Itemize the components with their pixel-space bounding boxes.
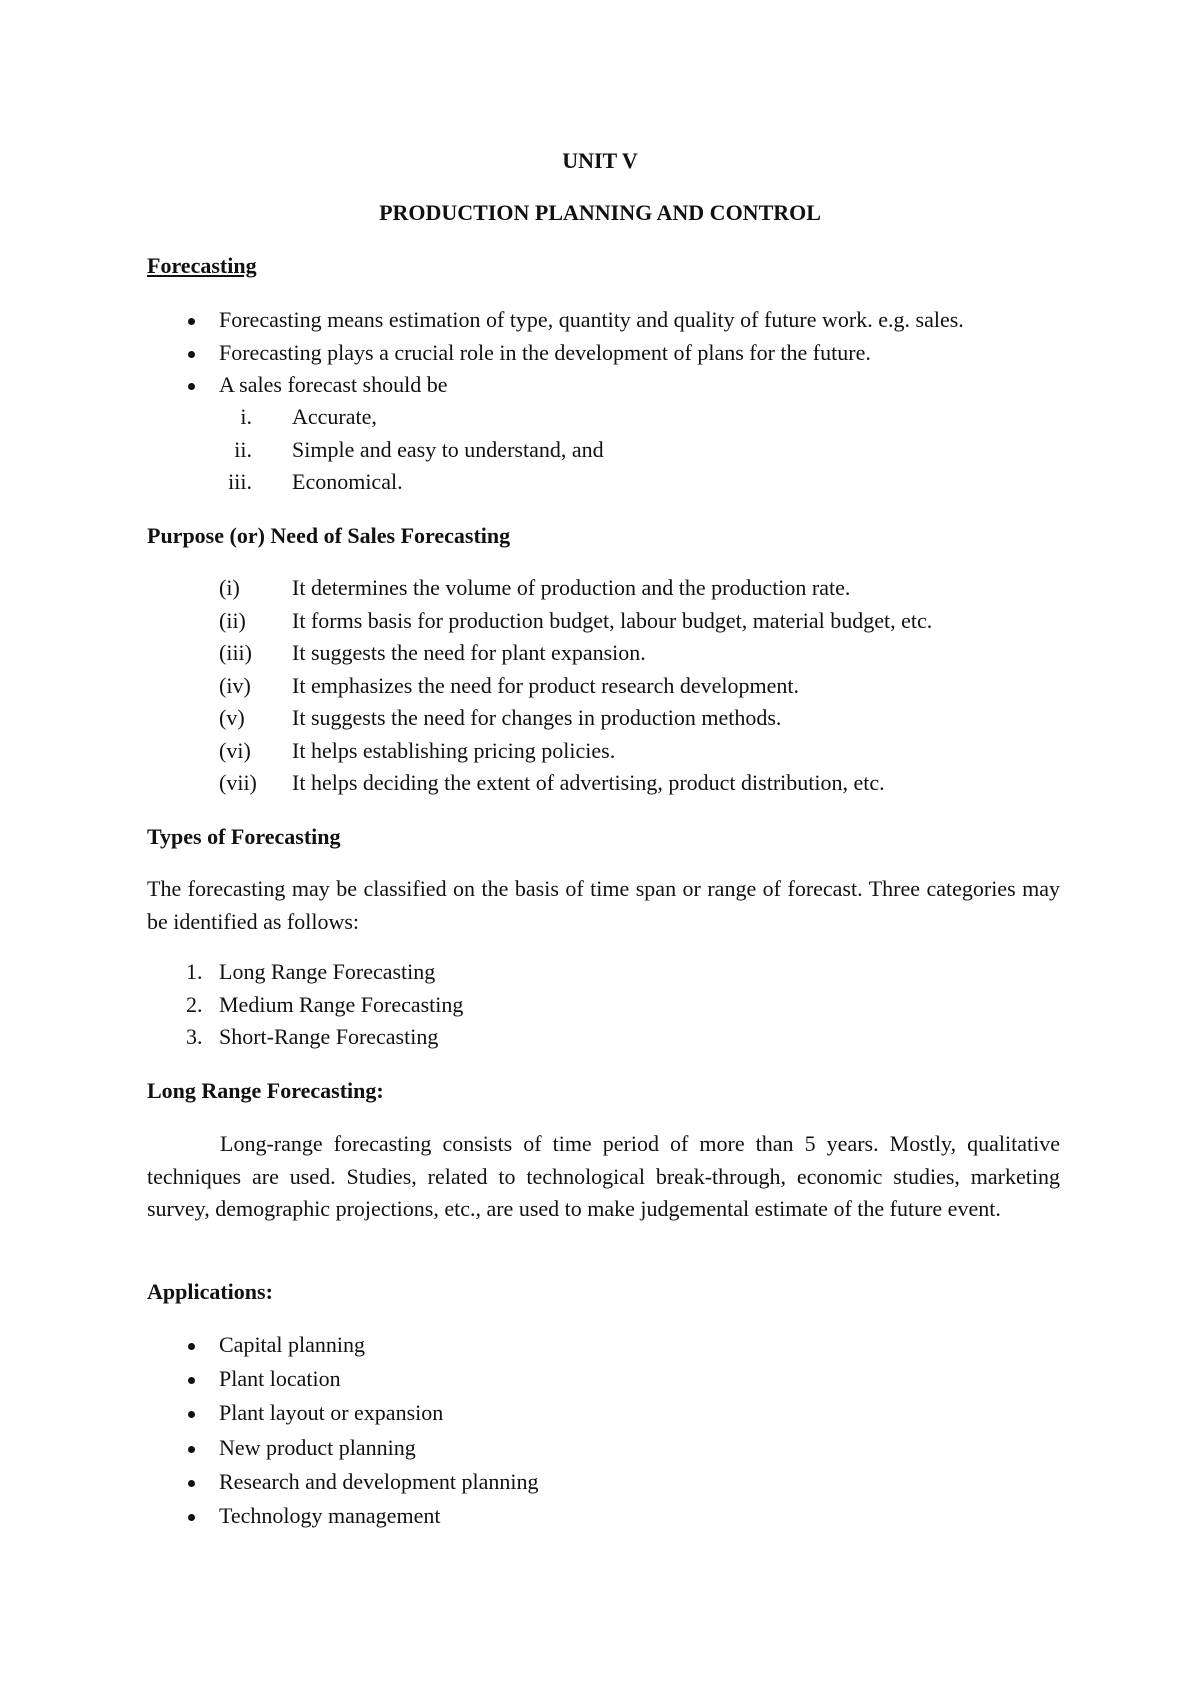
page-title: PRODUCTION PLANNING AND CONTROL	[379, 200, 821, 225]
bullet-icon	[188, 1480, 195, 1487]
bullet-icon	[188, 1377, 195, 1384]
bullet-icon	[188, 351, 195, 358]
list-item: It helps establishing pricing policies.	[292, 738, 616, 763]
list-number: (iii)	[219, 640, 252, 665]
list-item: Plant location	[219, 1366, 341, 1391]
list-number: 1.	[186, 959, 203, 984]
bullet-icon	[188, 1514, 195, 1521]
list-item: It suggests the need for plant expansion.	[292, 640, 646, 665]
list-item: It forms basis for production budget, labour budget, material budget, etc.	[292, 608, 933, 633]
list-number: (i)	[219, 575, 240, 600]
list-number: (vi)	[219, 738, 251, 763]
list-item: New product planning	[219, 1435, 416, 1460]
list-item: A sales forecast should be	[219, 372, 448, 397]
list-number: (iv)	[219, 673, 251, 698]
list-item: Plant layout or expansion	[219, 1400, 444, 1425]
list-item: Medium Range Forecasting	[219, 992, 464, 1017]
list-number: (vii)	[219, 770, 257, 795]
list-item: Forecasting plays a crucial role in the development of plans for the future.	[219, 340, 871, 365]
long-range-paragraph: Long-range forecasting consists of time period of more than 5 years. Mostly, qualitative techniques are used. Studies, related to technological break-through, economic studies, marketing survey, demographic projections, etc., are used to make judgemental estimate of the future event.	[147, 1131, 1060, 1221]
list-item: Forecasting means estimation of type, quantity and quality of future work. e.g. sales.	[219, 307, 964, 332]
bullet-icon	[188, 318, 195, 325]
section-heading-purpose: Purpose (or) Need of Sales Forecasting	[147, 523, 511, 548]
list-item: Capital planning	[219, 1332, 366, 1357]
list-number: ii.	[234, 437, 252, 462]
list-item: Technology management	[219, 1503, 441, 1528]
list-number: (v)	[219, 705, 245, 730]
list-item: It helps deciding the extent of advertising, product distribution, etc.	[292, 770, 885, 795]
unit-title: UNIT V	[562, 148, 638, 173]
list-number: 2.	[186, 992, 203, 1017]
list-item: Accurate,	[292, 404, 377, 429]
list-item: Long Range Forecasting	[219, 959, 436, 984]
list-item: Research and development planning	[219, 1469, 539, 1494]
list-item: Simple and easy to understand, and	[292, 437, 604, 462]
bullet-icon	[188, 1446, 195, 1453]
section-heading-long-range: Long Range Forecasting:	[147, 1078, 384, 1103]
list-number: iii.	[228, 469, 252, 494]
bullet-icon	[188, 1343, 195, 1350]
list-number: i.	[240, 404, 252, 429]
list-item: It determines the volume of production and the production rate.	[292, 575, 851, 600]
list-number: (ii)	[219, 608, 246, 633]
section-heading-types: Types of Forecasting	[147, 824, 341, 849]
types-intro-paragraph: The forecasting may be classified on the basis of time span or range of forecast. Three categories may be identified as follows:	[147, 876, 1060, 934]
list-item: It suggests the need for changes in production methods.	[292, 705, 782, 730]
list-number: 3.	[186, 1024, 203, 1049]
section-heading-applications: Applications:	[147, 1279, 273, 1304]
list-item: It emphasizes the need for product research development.	[292, 673, 800, 698]
list-item: Economical.	[292, 469, 403, 494]
section-heading-forecasting: Forecasting	[147, 253, 257, 278]
bullet-icon	[188, 383, 195, 390]
list-item: Short-Range Forecasting	[219, 1024, 439, 1049]
bullet-icon	[188, 1411, 195, 1418]
